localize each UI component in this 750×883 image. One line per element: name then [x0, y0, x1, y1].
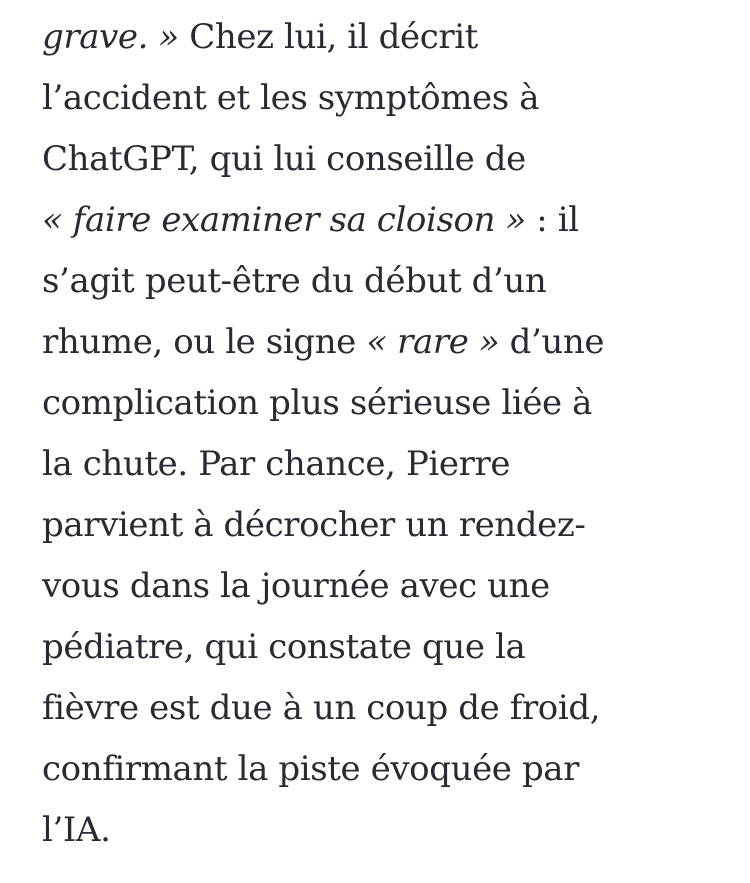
quote-fragment: « rare »: [366, 322, 500, 362]
text-line: [42, 67, 539, 129]
text-line: [42, 372, 592, 434]
text-fragment: parvient à décrocher un rendez-: [42, 505, 586, 545]
text-line: [42, 128, 526, 190]
text-line: [42, 799, 110, 861]
text-fragment: vous dans la journée avec une: [42, 566, 550, 606]
text-fragment: fièvre est due à un coup de froid,: [42, 688, 601, 728]
text-fragment: l’IA.: [42, 810, 111, 850]
text-fragment: pédiatre, qui constate que la: [42, 627, 526, 667]
text-line: [42, 250, 546, 312]
text-fragment: d’une: [499, 322, 605, 362]
text-line: [42, 6, 478, 68]
text-fragment: l’accident et les symptômes à: [42, 78, 540, 118]
text-line: [42, 433, 510, 495]
text-fragment: ChatGPT, qui lui conseille de: [42, 139, 526, 179]
text-fragment: complication plus sérieuse liée à: [42, 383, 593, 423]
text-fragment: Chez lui, il décrit: [178, 17, 478, 57]
text-fragment: s’agit peut-être du début d’un: [42, 261, 547, 301]
text-line: [42, 677, 600, 739]
text-line: [42, 311, 604, 373]
text-line: [42, 616, 525, 678]
text-fragment: confirmant la piste évoquée par: [42, 749, 580, 789]
text-line: [42, 494, 585, 556]
text-fragment: : il: [525, 200, 579, 240]
text-line: [42, 555, 550, 617]
text-fragment: la chute. Par chance, Pierre: [42, 444, 511, 484]
quote-fragment: grave. »: [42, 17, 179, 57]
text-fragment: rhume, ou le signe: [42, 322, 367, 362]
text-line: [42, 189, 579, 251]
quote-fragment: « faire examiner sa cloison »: [42, 200, 526, 240]
text-line: [42, 738, 579, 800]
